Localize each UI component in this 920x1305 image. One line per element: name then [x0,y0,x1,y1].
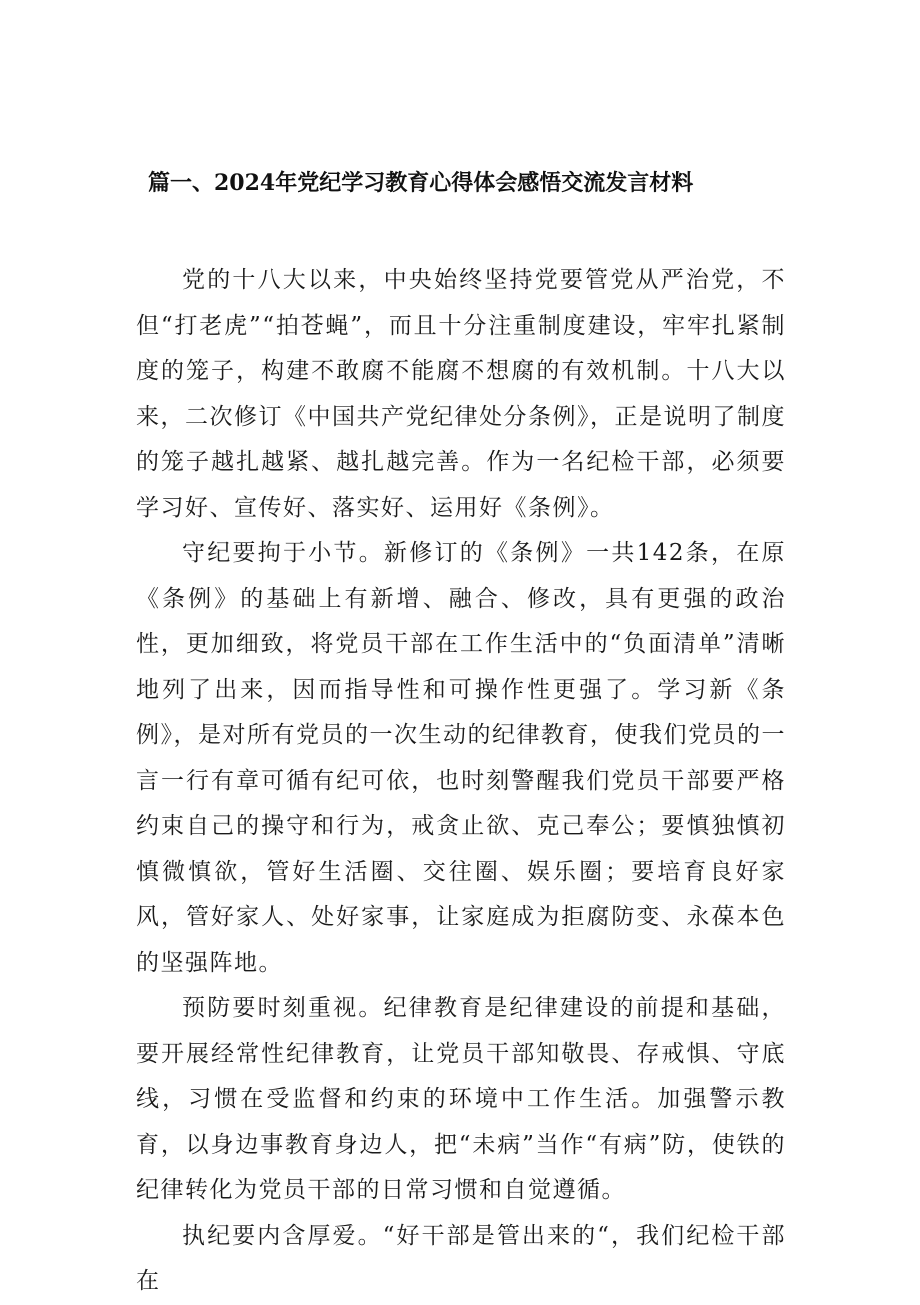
paragraph-4: 执纪要内含厚爱。“好干部是管出来的“，我们纪检干部在 [136,1222,786,1294]
document-body [136,258,786,1305]
paragraph-3: 预防要时刻重视。纪律教育是纪律建设的前提和基础，要开展经常性纪律教育，让党员干部知敬畏、存戒惧、守底线，习惯在受监督和约束的环境中工作生活。加强警示教育，以身边事教育身边人，把“未病”当作“有病”防，使铁的纪律转化为党员干部的日常习惯和自觉遵循。 [136,995,786,1203]
document-title: 篇一、2024年党纪学习教育心得体会感悟交流发言材料 [148,170,694,196]
paragraph-1: 党的十八大以来，中央始终坚持党要管党从严治党，不但“打老虎”“拍苍蝇”，而且十分注重制度建设，牢牢扎紧制度的笼子，构建不敢腐不能腐不想腐的有效机制。十八大以来，二次修订《中国共产党纪律处分条例》，正是说明了制度的笼子越扎越紧、越扎越完善。作为一名纪检干部，必须要学习好、宣传好、落实好、运用好《条例》。 [136,267,786,521]
paragraph-2: 守纪要拘于小节。新修订的《条例》一共142条，在原《条例》的基础上有新增、融合、修改，具有更强的政治性，更加细致，将党员干部在工作生活中的“负面清单”清晰地列了出来，因而指导性和可操作性更强了。学习新《条例》，是对所有党员的一次生动的纪律教育，使我们党员的一言一行有章可循有纪可依，也时刻警醒我们党员干部要严格约束自己的操守和行为，戒贪止欲、克己奉公；要慎独慎初慎微慎欲，管好生活圈、交往圈、娱乐圈；要培育良好家风，管好家人、处好家事，让家庭成为拒腐防变、永葆本色的坚强阵地。 [136,540,786,976]
